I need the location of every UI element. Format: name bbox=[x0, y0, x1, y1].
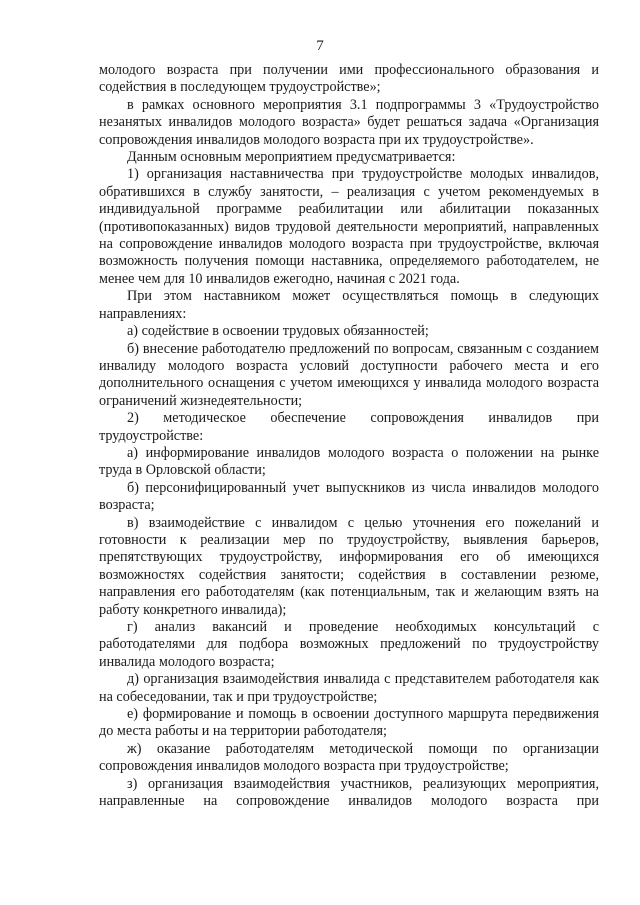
page-number: 7 bbox=[316, 38, 324, 54]
paragraph: е) формирование и помощь в освоении доступного маршрута передвижения до места работы и на территории работодателя; bbox=[99, 706, 599, 740]
paragraph: Данным основным мероприятием предусматривается: bbox=[127, 149, 456, 166]
paragraph: д) организация взаимодействия инвалида с представителем работодателя как на собеседовании, так и при трудоустройстве; bbox=[99, 671, 599, 705]
paragraph: а) информирование инвалидов молодого возраста о положении на рынке труда в Орловской области; bbox=[99, 444, 599, 479]
paragraph: з) организация взаимодействия участников, реализующих мероприятия, направленные на сопровождение инвалидов молодого возраста при bbox=[99, 775, 599, 810]
paragraph: молодого возраста при получении ими профессионального образования и содействия в последующем трудоустройстве»; bbox=[99, 62, 599, 96]
document-body bbox=[99, 62, 599, 810]
paragraph: а) содействие в освоении трудовых обязанностей; bbox=[127, 323, 429, 340]
paragraph: в рамках основного мероприятия 3.1 подпрограммы 3 «Трудоустройство незанятых инвалидов молодого возраста» будет решаться задача «Организация сопровождения инвалидов молодого возраста при их трудоустройстве». bbox=[99, 96, 599, 148]
paragraph: ж) оказание работодателям методической помощи по организации сопровождения инвалидов молодого возраста при трудоустройстве; bbox=[99, 740, 599, 775]
paragraph: б) внесение работодателю предложений по вопросам, связанным с созданием инвалиду молодого возраста условий доступности рабочего места и его дополнительного оснащения с учетом имеющихся у инвалида молодого возраста ограничений жизнедеятельности; bbox=[99, 340, 599, 409]
paragraph: б) персонифицированный учет выпускников из числа инвалидов молодого возраста; bbox=[99, 479, 599, 514]
paragraph: г) анализ вакансий и проведение необходимых консультаций с работодателями для подбора возможных предложений по трудоустройству инвалида молодого возраста; bbox=[99, 619, 599, 670]
paragraph: 1) организация наставничества при трудоустройстве молодых инвалидов, обратившихся в службу занятости, – реализация с учетом рекомендуемых в индивидуальной программе реабилитации или абилитации показанных (противопоказанных) видов трудовой деятельности мероприятий, направленных на сопровождение инвалидов молодого возраста при трудоустройстве, включая возможность получения помощи наставника, определяемого работодателем, не менее чем для 10 инвалидов ежегодно, начиная с 2021 года. bbox=[99, 166, 599, 287]
paragraph: 2) методическое обеспечение сопровождения инвалидов при трудоустройстве: bbox=[99, 410, 599, 444]
paragraph: При этом наставником может осуществляться помощь в следующих направлениях: bbox=[99, 288, 599, 322]
paragraph: в) взаимодействие с инвалидом с целью уточнения его пожеланий и готовности к реализации мер по трудоустройству, выявления барьеров, препятствующих трудоустройству, информирования его об имеющихся возможностях содействия занятости; содействия в составлении резюме, направления его работодателям (как потенциальным, так и желающим взять на работу конкретного инвалида); bbox=[99, 514, 599, 618]
